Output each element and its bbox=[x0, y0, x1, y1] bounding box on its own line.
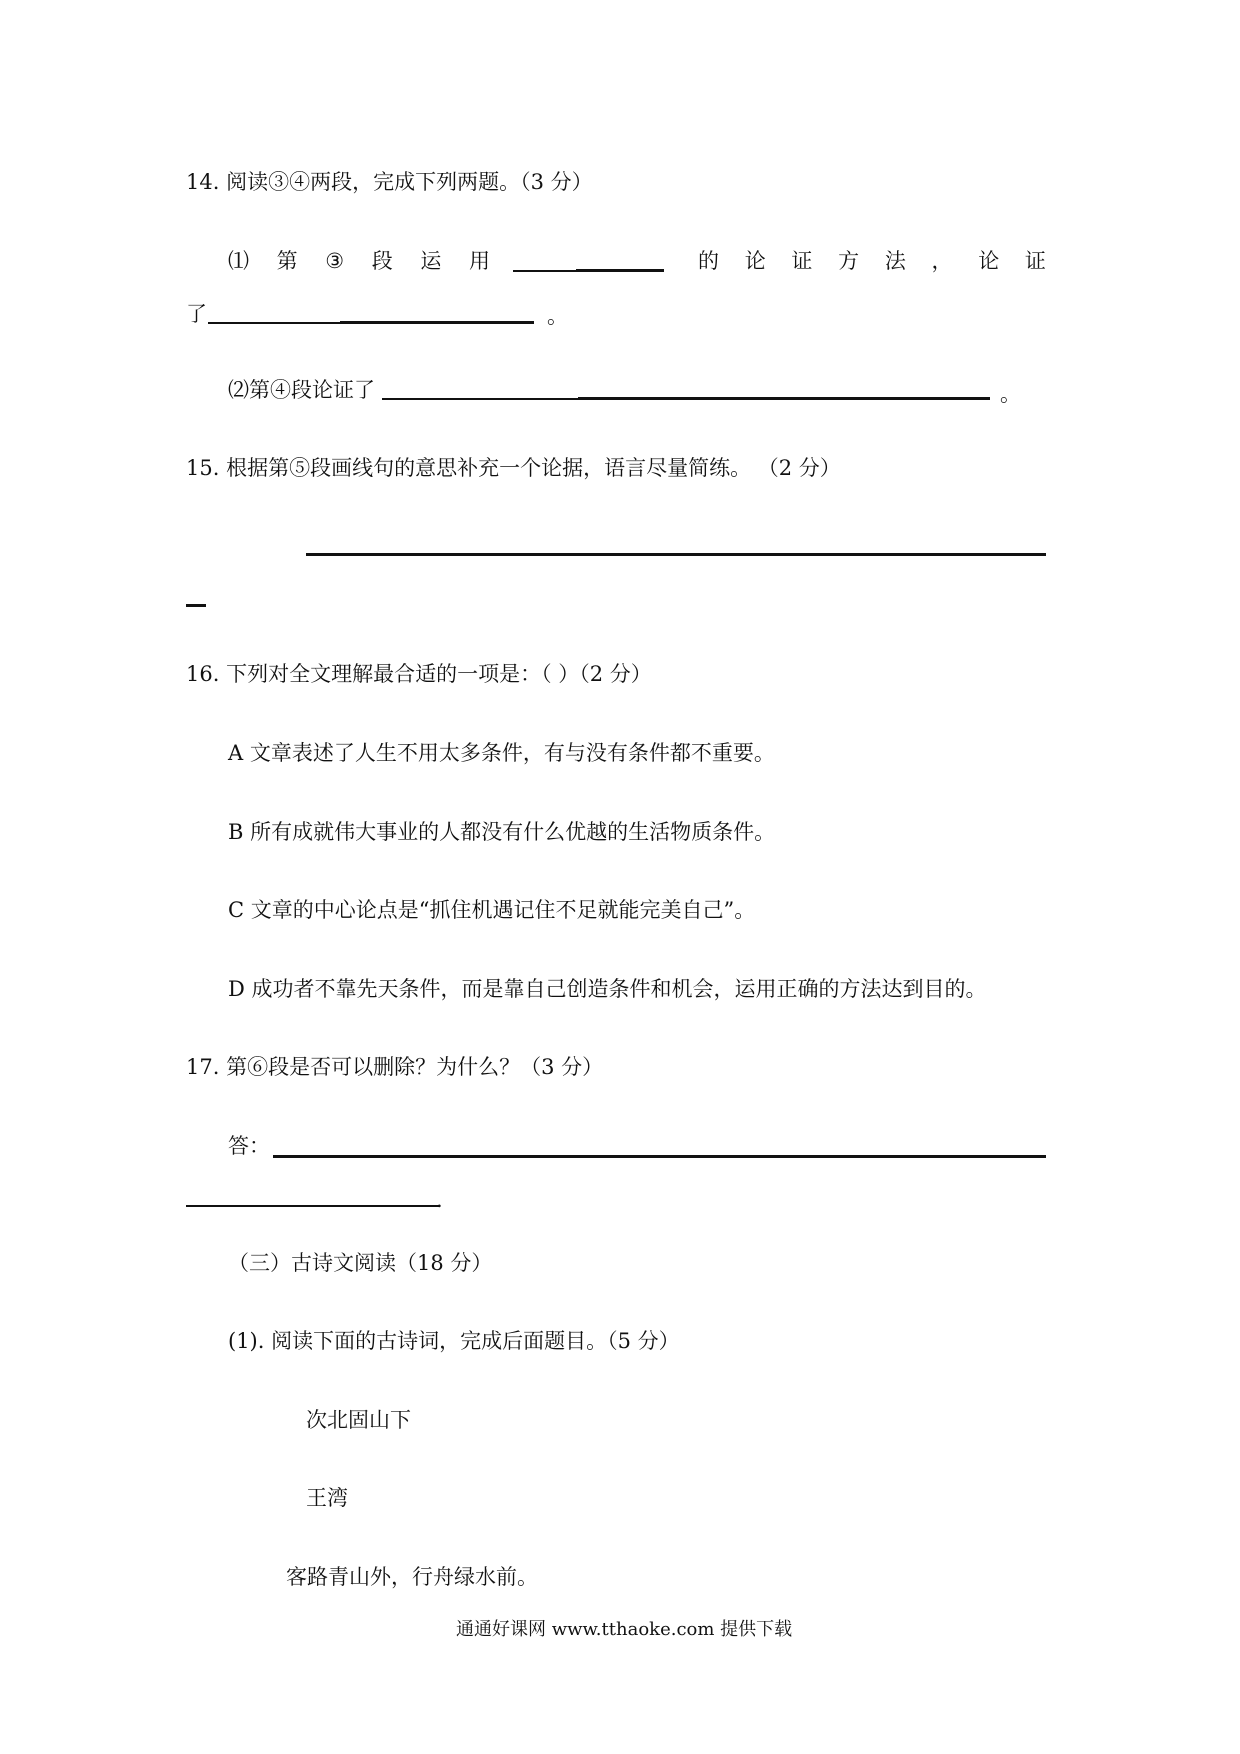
q14-sub1-lead bbox=[228, 247, 490, 275]
q14-title: 14. 阅读③④两段，完成下列两题。（3 分） bbox=[186, 170, 593, 194]
q14-sub1-char: 方 bbox=[838, 249, 860, 273]
q14-sub2-prefix: ⑵第④段论证了 bbox=[228, 378, 375, 402]
q14-sub1-char: ， bbox=[931, 249, 953, 273]
section3-title: （三）古诗文阅读（18 分） bbox=[228, 1251, 493, 1275]
q14-sub1-char: 论 bbox=[744, 249, 766, 273]
q16-option-a: A 文章表述了人生不用太多条件，有与没有条件都不重要。 bbox=[228, 741, 775, 765]
q16-option-d: D 成功者不靠先天条件，而是靠自己创造条件和机会，运用正确的方法达到目的。 bbox=[228, 977, 987, 1001]
q14-sub1-blank-c[interactable] bbox=[208, 322, 340, 324]
q14-sub1-char: ⑴ bbox=[228, 249, 249, 273]
section3-q1-title: (1). 阅读下面的古诗词，完成后面题目。（5 分） bbox=[228, 1329, 680, 1353]
q14-sub1-char: 论 bbox=[978, 249, 1000, 273]
q14-sub2-blank-a[interactable] bbox=[382, 398, 578, 400]
q14-sub1-char: 证 bbox=[791, 249, 813, 273]
q16-title: 16. 下列对全文理解最合适的一项是：（ ）（2 分） bbox=[186, 662, 652, 686]
poem-title: 次北固山下 bbox=[306, 1408, 411, 1432]
q14-sub1-mid bbox=[698, 247, 1046, 275]
q14-sub1-char: 第 bbox=[276, 249, 298, 273]
q16-option-c: C 文章的中心论点是“抓住机遇记住不足就能完美自己”。 bbox=[228, 898, 756, 922]
q14-sub1-blank-b[interactable] bbox=[576, 269, 664, 272]
q17-answer-line[interactable] bbox=[273, 1155, 1046, 1158]
q14-sub1-end: 。 bbox=[547, 304, 568, 328]
q14-sub1-char: 运 bbox=[420, 249, 442, 273]
poem-author: 王湾 bbox=[306, 1486, 348, 1510]
q15-answer-line[interactable] bbox=[306, 553, 1046, 556]
poem-line-1: 客路青山外，行舟绿水前。 bbox=[286, 1565, 538, 1589]
q14-sub2-end: 。 bbox=[1000, 382, 1021, 406]
q15-answer-line-tail[interactable] bbox=[186, 604, 206, 607]
q14-sub1-blank-a[interactable] bbox=[513, 270, 576, 272]
q17-answer-prefix: 答： bbox=[228, 1134, 270, 1158]
q14-sub1-char: 的 bbox=[698, 249, 719, 273]
q17-answer-end: . bbox=[436, 1188, 443, 1212]
q16-option-b: B 所有成就伟大事业的人都没有什么优越的生活物质条件。 bbox=[228, 820, 776, 844]
q14-sub1-char: 证 bbox=[1024, 249, 1046, 273]
q15-title: 15. 根据第⑤段画线句的意思补充一个论据，语言尽量简练。 （2 分） bbox=[186, 456, 841, 480]
q14-sub2-blank-b[interactable] bbox=[578, 397, 990, 400]
q14-sub1-char: ③ bbox=[325, 249, 345, 273]
q17-answer-line-2[interactable] bbox=[186, 1205, 440, 1207]
q17-title: 17. 第⑥段是否可以删除？为什么？（3 分） bbox=[186, 1055, 604, 1079]
q14-sub1-char: 段 bbox=[371, 249, 393, 273]
q14-sub1-line2-prefix: 了 bbox=[186, 302, 207, 326]
q14-sub1-char: 法 bbox=[884, 249, 906, 273]
page-footer: 通通好课网 www.tthaoke.com 提供下载 bbox=[456, 1619, 793, 1640]
q14-sub1-blank-d[interactable] bbox=[340, 321, 534, 324]
q14-sub1-char: 用 bbox=[468, 249, 490, 273]
